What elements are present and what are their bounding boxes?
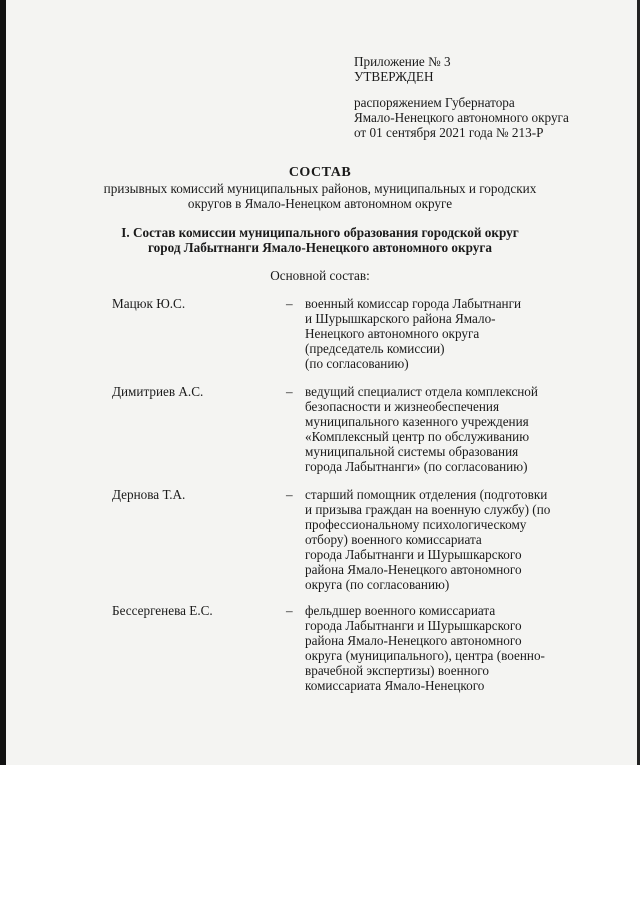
member-description-line: города Лабытнанги и Шурышкарского (305, 547, 522, 562)
member-description-line: муниципальной системы образования (305, 444, 519, 459)
order-line: Ямало-Ненецкого автономного округа (354, 110, 569, 125)
member-description-line: военный комиссар города Лабытнанги (305, 296, 522, 311)
member-description-line: комиссариата Ямало-Ненецкого (305, 678, 485, 693)
member-description-line: Ненецкого автономного округа (305, 326, 480, 341)
appendix-number: Приложение № 3 (354, 54, 451, 69)
document-title: СОСТАВ (288, 165, 352, 180)
order-line: от 01 сентября 2021 года № 213-Р (354, 125, 544, 140)
member-description-line: (по согласованию) (305, 356, 409, 371)
member-description-line: района Ямало-Ненецкого автономного (305, 562, 522, 577)
member-description-line: района Ямало-Ненецкого автономного (305, 633, 522, 648)
dash-separator: – (286, 603, 293, 618)
member-description-line: ведущий специалист отдела комплексной (305, 384, 538, 399)
document-subtitle: призывных комиссий муниципальных районов, муниципальных и городских (103, 181, 537, 196)
dash-separator: – (286, 487, 293, 502)
member-description-line: врачебной экспертизы) военного (305, 663, 489, 678)
dash-separator: – (286, 296, 293, 311)
section-subheading: Основной состав: (270, 268, 370, 283)
dash-separator: – (286, 384, 293, 399)
member-description-line: округа (по согласованию) (305, 577, 450, 592)
member-description-line: и призыва граждан на военную службу) (по (305, 502, 551, 517)
member-description-line: муниципального казенного учреждения (305, 414, 529, 429)
member-name: Бессергенева Е.С. (112, 603, 213, 618)
member-description-line: города Лабытнанги» (по согласованию) (305, 459, 528, 474)
section-heading: город Лабытнанги Ямало-Ненецкого автономного округа (148, 240, 492, 255)
member-description-line: отбору) военного комиссариата (305, 532, 482, 547)
member-name: Димитриев А.С. (112, 384, 204, 399)
approved-label: УТВЕРЖДЕН (354, 69, 434, 84)
member-description-line: профессиональному психологическому (305, 517, 527, 532)
document-subtitle: округов в Ямало-Ненецком автономном округе (187, 196, 453, 211)
member-description-line: округа (муниципального), центра (военно- (305, 648, 545, 663)
member-description-line: и Шурышкарского района Ямало- (305, 311, 496, 326)
order-line: распоряжением Губернатора (354, 95, 515, 110)
section-heading: I. Состав комиссии муниципального образования городской округ (121, 225, 519, 240)
member-name: Дернова Т.А. (112, 487, 186, 502)
member-name: Мацюк Ю.С. (112, 296, 186, 311)
member-description-line: города Лабытнанги и Шурышкарского (305, 618, 522, 633)
member-description-line: старший помощник отделения (подготовки (305, 487, 548, 502)
member-description-line: «Комплексный центр по обслуживанию (305, 429, 530, 444)
member-description-line: (председатель комиссии) (305, 341, 445, 356)
member-description-line: фельдшер военного комиссариата (305, 603, 496, 618)
member-description-line: безопасности и жизнеобеспечения (305, 399, 500, 414)
